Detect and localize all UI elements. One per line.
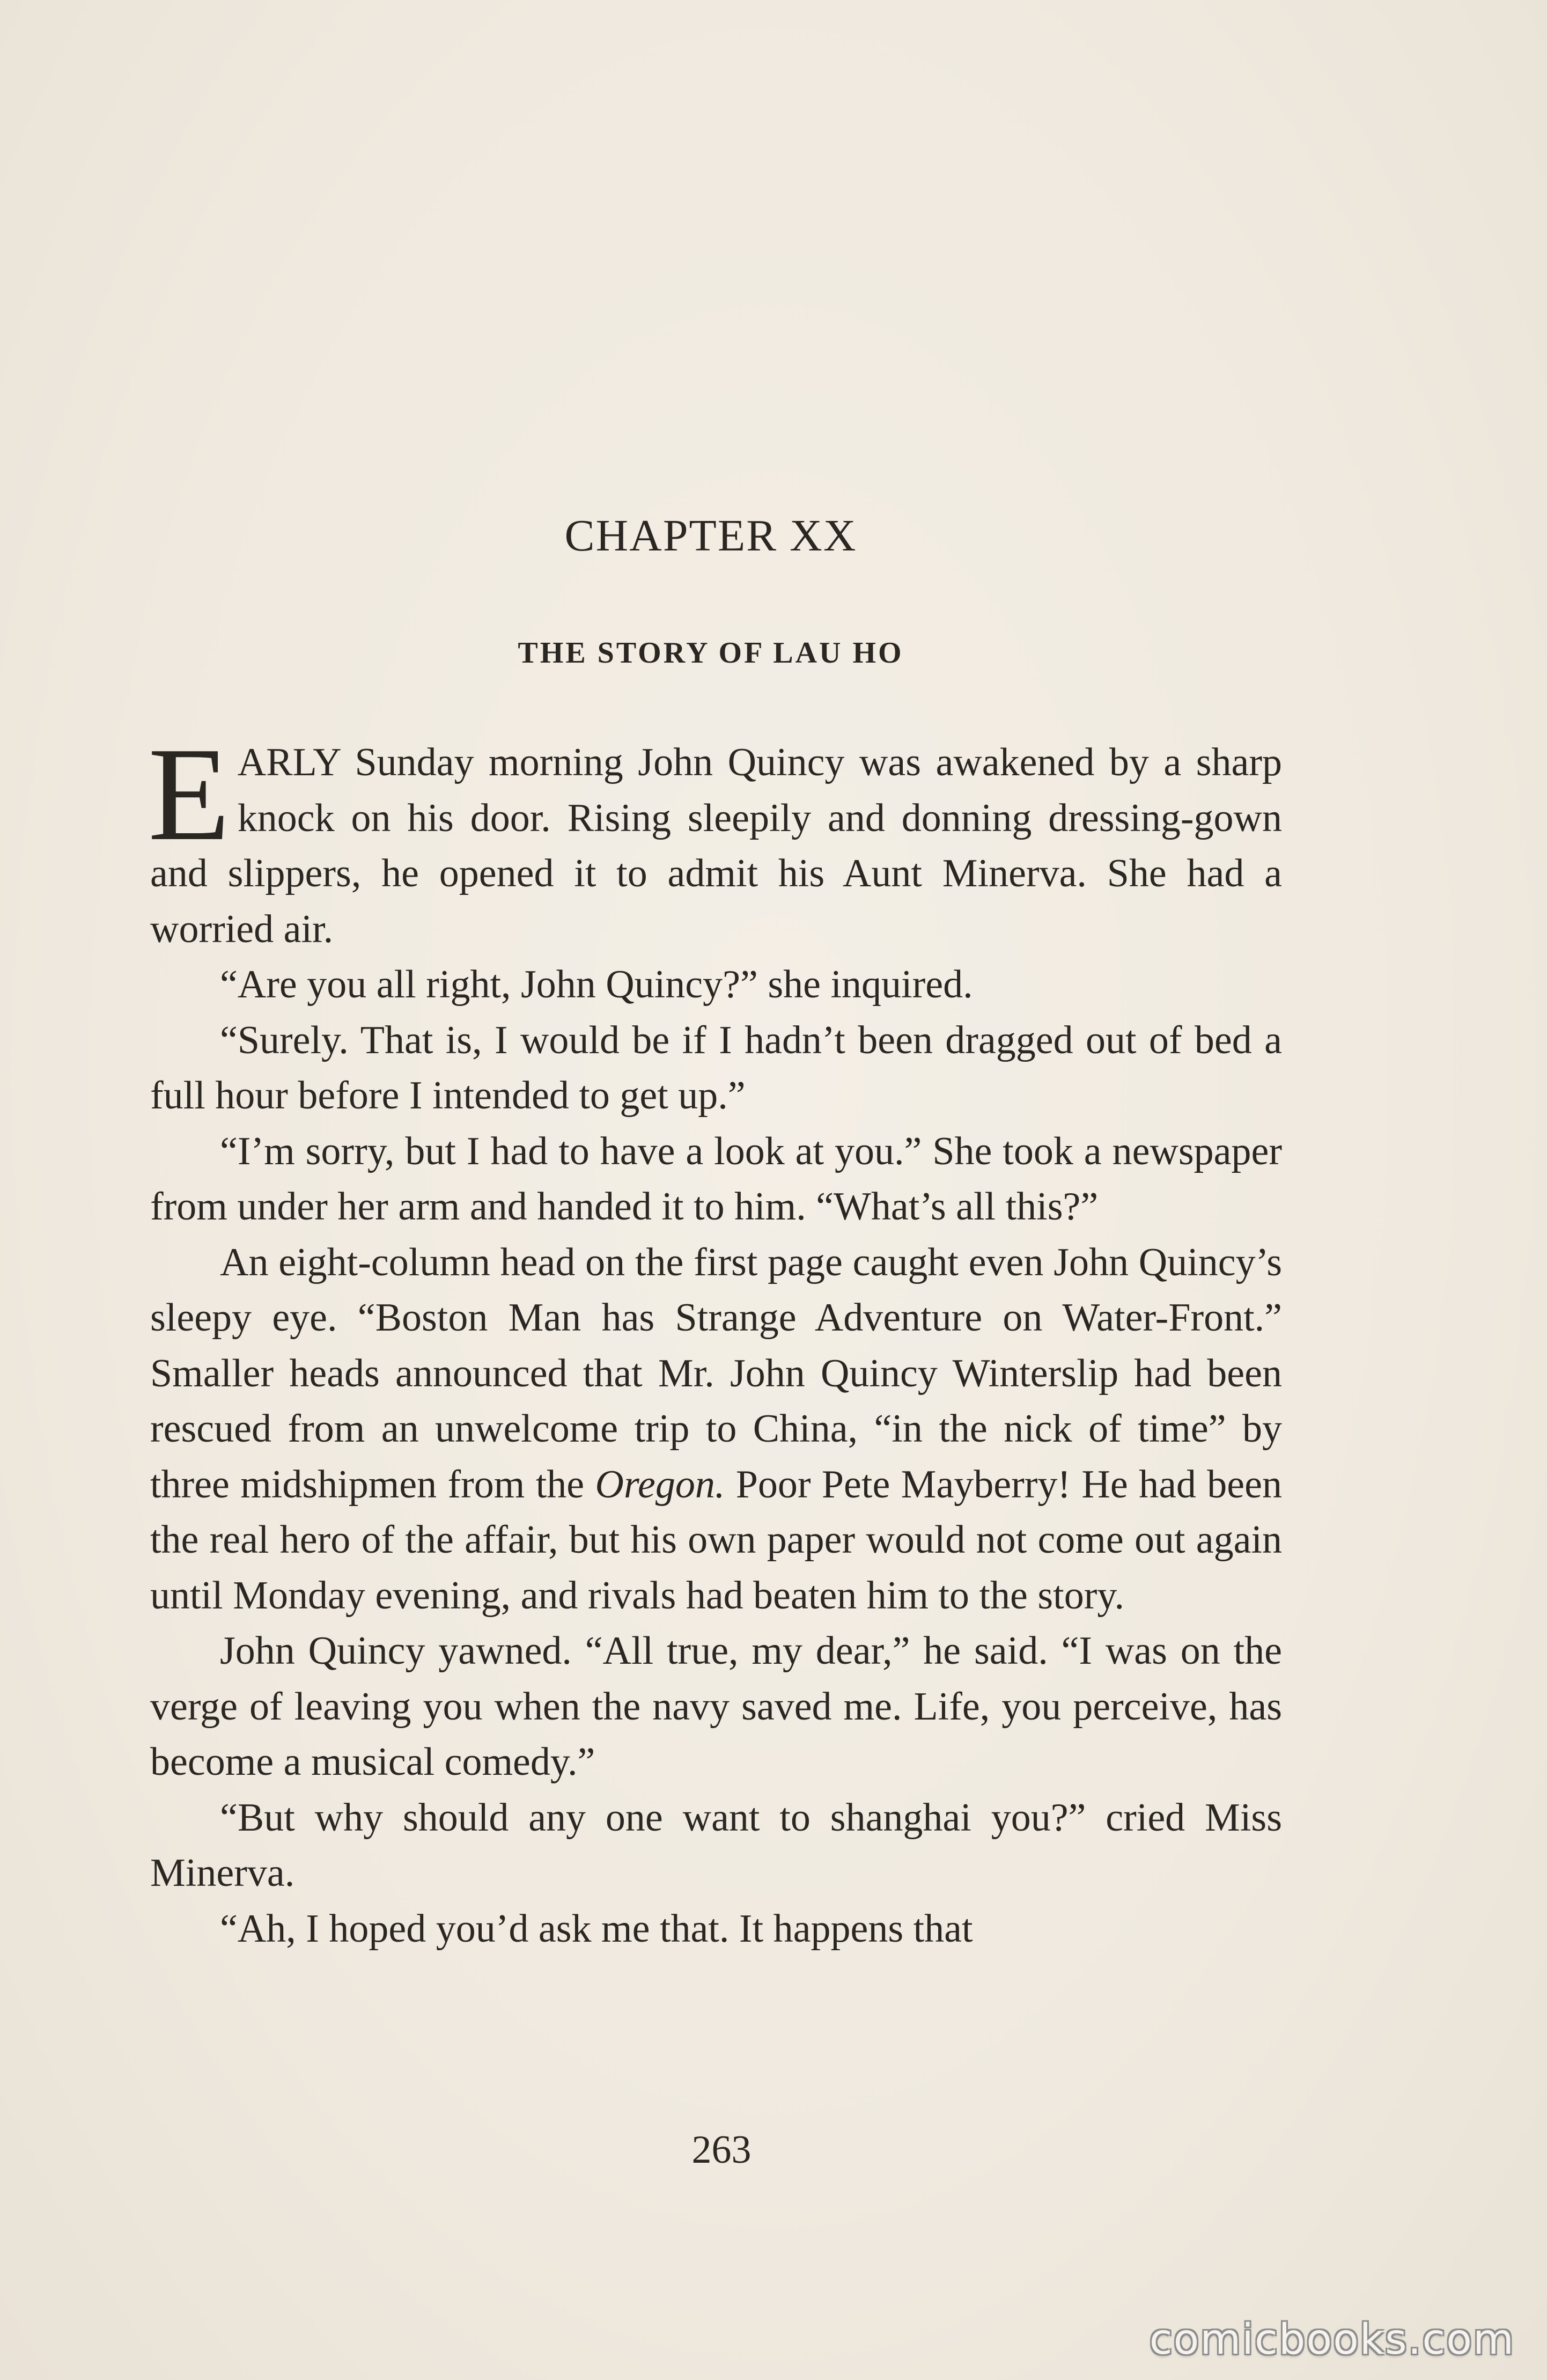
paragraph-5	[150, 1235, 1282, 1624]
chapter-title: CHAPTER XX	[564, 511, 857, 561]
paragraph-8: “Ah, I hoped you’d ask me that. It happens that	[220, 1906, 973, 1951]
paragraph-6: John Quincy yawned. “All true, my dear,” he said. “I was on the verge of leaving you when the navy saved me. Life, you perceive, has become a musical comedy.”	[150, 1629, 1282, 1784]
chapter-body	[148, 720, 1282, 1957]
drop-cap: E	[148, 720, 230, 869]
ship-name: Oregon.	[595, 1462, 725, 1507]
chapter-subtitle: THE STORY OF LAU HO	[518, 636, 904, 670]
paragraph-1	[148, 720, 1282, 957]
paragraph-7: “But why should any one want to shanghai you?” cried Miss Minerva.	[150, 1795, 1282, 1895]
paragraph-4: “I’m sorry, but I had to have a look at you.” She took a newspaper from under her arm and handed it to him. “What’s all this?”	[150, 1129, 1282, 1229]
paragraph-5-text-b: Poor Pete Mayberry! He had been the real hero of the affair, but his own paper would not come out again until Monday evening, and rivals had beaten him to the story.	[150, 1462, 1282, 1618]
watermark-logo: comicbooks.com	[1149, 2316, 1515, 2364]
paragraph-1-text: ARLY Sunday morning John Quincy was awakened by a sharp knock on his door. Rising sleepily and donning dressing-gown and slippers, he opened it to admit his Aunt Minerva. She had a worried air.	[150, 740, 1282, 951]
page-number: 263	[691, 2128, 752, 2172]
paragraph-5-text-a: An eight-column head on the first page caught even John Quincy’s sleepy eye. “Boston Man has Strange Adventure on Water-Front.” Smaller heads announced that Mr. John Quincy Winterslip had been rescued from an unwelcome trip to China, “in the nick of time” by three midshipmen from the	[150, 1240, 1282, 1507]
paragraph-3: “Surely. That is, I would be if I hadn’t been dragged out of bed a full hour before I intended to get up.”	[150, 1018, 1282, 1118]
paragraph-2: “Are you all right, John Quincy?” she inquired.	[220, 963, 973, 1007]
